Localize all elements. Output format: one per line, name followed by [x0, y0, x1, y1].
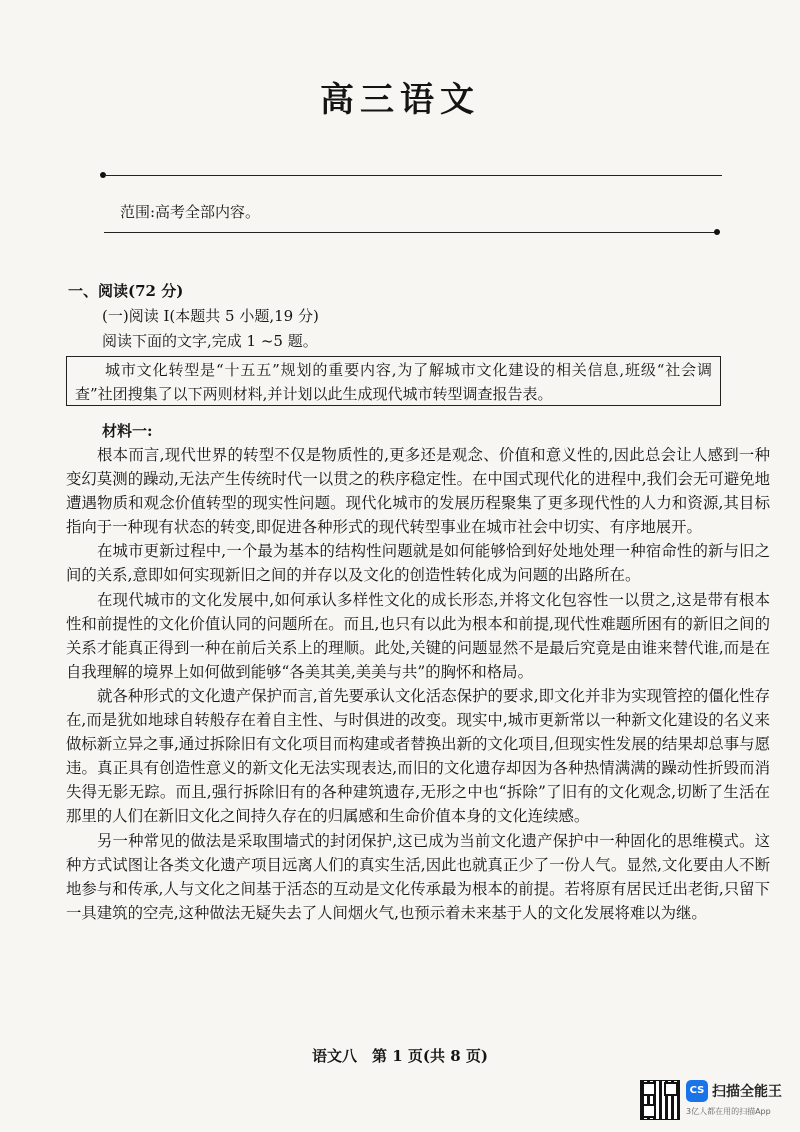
paragraph: 就各种形式的文化遗产保护而言,首先要承认文化活态保护的要求,即文化并非为实现管控的僵化性存在,而是犹如地球自转般存在着自主性、与时俱进的改变。现实中,城市更新常以一种新文化建设的名义来做标新立异之事,通过拆除旧有文化项目而构建或者替换出新的文化项目,但现实性发展的结果却总事与愿违。真正具有创造性意义的新文化无法实现表达,而旧的文化遗存却因为各种热情满满的躁动性折毁而消失得无影无踪。而且,强行拆除旧有的各种建筑遗存,无形之中也“拆除”了旧有的文化观念,切断了生活在那里的人们在新旧文化之间持久存在的归属感和生命价值本身的文化连续感。 — [66, 686, 770, 826]
paragraph: 在现代城市的文化发展中,如何承认多样性文化的成长形态,并将文化包容性一以贯之,这是带有根本性和前提性的文化价值认同的问题所在。而且,也只有以此为根本和前提,现代性难题所困有的新旧之间的关系才能真正得到一种在前后关系上的理顺。此处,关键的问题显然不是最后究竟是由谁来替代谁,而是在自我理解的境界上如何做到能够“各美其美,美美与共”的胸怀和格局。 — [66, 590, 770, 681]
scanner-app-name: 扫描全能王 — [712, 1084, 782, 1100]
bottom-rule — [104, 232, 716, 233]
paragraph: 在城市更新过程中,一个最为基本的结构性问题就是如何能够恰到好处地处理一种宿命性的新与旧之间的关系,意即如何实现新旧之间的并存以及文化的创造性转化成为问题的出路所在。 — [66, 542, 770, 585]
material-body — [66, 443, 770, 925]
scanner-logo-icon: CS — [686, 1080, 708, 1102]
intro-box: 城市文化转型是“十五五”规划的重要内容,为了解城市文化建设的相关信息,班级“社会调查”社团搜集了以下两则材料,并计划以此生成现代城市转型调查报告表。 — [66, 356, 721, 406]
page-footer: 语文八 第 1 页(共 8 页) — [312, 1047, 488, 1065]
section-title: 一、阅读(72 分) — [68, 282, 184, 300]
subsection-title: (一)阅读 I(本题共 5 小题,19 分) — [102, 307, 319, 325]
rule-dot-bottom — [714, 229, 720, 235]
top-rule — [104, 175, 722, 176]
qr-code-icon — [640, 1080, 680, 1120]
paragraph: 另一种常见的做法是采取围墙式的封闭保护,这已成为当前文化遗产保护中一种固化的思维模式。这种方式试图让各类文化遗产项目远离人们的真实生活,因此也就真正少了一份人气。显然,文化要由人不断地参与和传承,人与文化之间基于活态的互动是文化传承最为根本的前提。若将原有居民迁出老街,只留下一具建筑的空壳,这种做法无疑失去了人间烟火气,也预示着未来基于人的文化发展将难以为继。 — [66, 831, 770, 922]
paragraph: 根本而言,现代世界的转型不仅是物质性的,更多还是观念、价值和意义性的,因此总会让人感到一种变幻莫测的躁动,无法产生传统时代一以贯之的秩序稳定性。在中国式现代化的进程中,我们会无可避免地遭遇物质和观念价值转型的现实性问题。现代化城市的发展历程聚集了更多现代性的人力和资源,其目标指向于一种现有状态的转变,即促进各种形式的现代转型事业在城市社会中切实、有序地展开。 — [66, 446, 770, 537]
scanner-slogan: 3亿人都在用的扫描App — [686, 1107, 771, 1116]
reading-instruction: 阅读下面的文字,完成 1 ~5 题。 — [102, 332, 318, 350]
page-title: 高三语文 — [320, 80, 480, 120]
exam-scope: 范围:高考全部内容。 — [120, 203, 261, 221]
material-label: 材料一: — [102, 422, 153, 440]
